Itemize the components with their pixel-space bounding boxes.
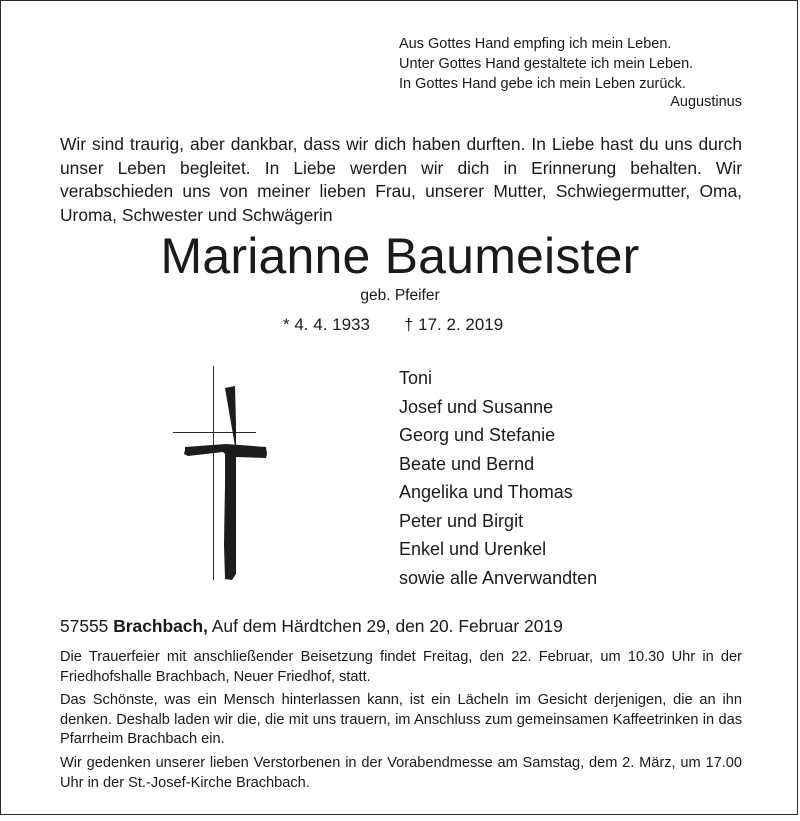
quote-line: In Gottes Hand gebe ich mein Leben zurück. bbox=[399, 76, 686, 92]
funeral-paragraph: Die Trauerfeier mit anschließender Beisetzung findet Freitag, den 22. Februar, um 10.30 Uhr in der Friedhofshalle Brachbach, Neuer Friedhof, statt. bbox=[60, 649, 742, 685]
family-member: Peter und Birgit bbox=[399, 510, 524, 531]
mass-paragraph: Wir gedenken unserer lieben Verstorbenen in der Vorabendmesse am Samstag, dem 2. März, um 17.00 Uhr in der St.-Josef-Kirche Brachbach. bbox=[60, 755, 742, 791]
family-member: Beate und Bernd bbox=[399, 453, 535, 474]
family-member: Toni bbox=[399, 368, 433, 388]
quote-author: Augustinus bbox=[670, 94, 742, 110]
quote-line: Aus Gottes Hand empfing ich mein Leben. bbox=[399, 36, 672, 52]
coffee-paragraph: Das Schönste, was ein Mensch hinterlassen kann, ist ein Lächeln im Gesicht derjenigen, die an ihn denken. Deshalb laden wir die, die mit uns trauern, im Anschluss zum gemeinsamen Kaffeetrinken in das Pfarrheim Brachbach ein. bbox=[60, 692, 742, 748]
family-list bbox=[399, 364, 597, 592]
family-member: Enkel und Urenkel bbox=[399, 539, 547, 559]
life-dates bbox=[283, 313, 503, 337]
death-date: † 17. 2. 2019 bbox=[403, 315, 504, 334]
family-member: sowie alle Anverwandten bbox=[399, 567, 598, 588]
address-street-date: Auf dem Härdtchen 29, den 20. Februar 2019 bbox=[211, 616, 563, 636]
birth-date: * 4. 4. 1933 bbox=[283, 315, 370, 334]
family-member: Georg und Stefanie bbox=[399, 425, 556, 445]
deceased-name: Marianne Baumeister bbox=[160, 228, 640, 284]
family-member: Josef und Susanne bbox=[399, 396, 554, 417]
maiden-name: geb. Pfeifer bbox=[360, 287, 440, 304]
quote-block bbox=[399, 34, 739, 94]
address-town: Brachbach, bbox=[113, 616, 208, 636]
address-line bbox=[60, 614, 563, 638]
intro-text: Wir sind traurig, aber dankbar, dass wir dich haben durften. In Liebe hast du uns durch unser Leben begleitet. In Liebe werden wir dich in Erinnerung behalten. Wir verabschieden uns von meiner lieben Frau, unserer Mutter, Schwiegermutter, Oma, Uroma, Schwester und Schwägerin bbox=[60, 134, 742, 225]
family-member: Angelika und Thomas bbox=[399, 482, 573, 502]
address-zip: 57555 bbox=[60, 616, 109, 636]
cross-icon bbox=[170, 364, 270, 589]
quote-line: Unter Gottes Hand gestaltete ich mein Leben. bbox=[399, 56, 694, 72]
